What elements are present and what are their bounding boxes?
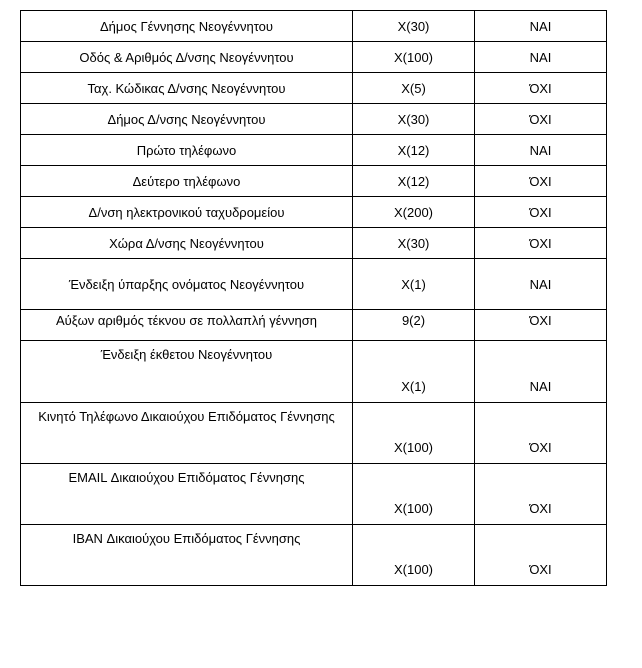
field-required-cell: ΌΧΙ	[475, 166, 607, 197]
table-row	[21, 166, 607, 197]
table-row	[21, 11, 607, 42]
field-type-cell: X(100)	[353, 42, 475, 73]
table-row	[21, 259, 607, 310]
field-name-cell: Δ/νση ηλεκτρονικού ταχυδρομείου	[21, 197, 353, 228]
field-name-cell: Δήμος Δ/νσης Νεογέννητου	[21, 104, 353, 135]
table-row	[21, 104, 607, 135]
field-required-cell: ΌΧΙ	[475, 104, 607, 135]
table-row	[21, 135, 607, 166]
field-spec-table	[20, 10, 607, 586]
field-required-cell: ΌΧΙ	[475, 403, 607, 464]
field-name-cell: Ταχ. Κώδικας Δ/νσης Νεογέννητου	[21, 73, 353, 104]
table-row	[21, 42, 607, 73]
field-required-cell: ΌΧΙ	[475, 525, 607, 586]
field-required-cell: ΝΑΙ	[475, 11, 607, 42]
field-name-cell: Ένδειξη ύπαρξης ονόματος Νεογέννητου	[21, 259, 353, 310]
field-type-cell: X(30)	[353, 11, 475, 42]
field-type-cell: X(30)	[353, 104, 475, 135]
field-type-cell: X(30)	[353, 228, 475, 259]
field-type-cell: X(12)	[353, 166, 475, 197]
field-type-cell: X(100)	[353, 403, 475, 464]
field-type-cell: X(1)	[353, 341, 475, 403]
field-type-cell: X(100)	[353, 525, 475, 586]
field-required-cell: ΝΑΙ	[475, 135, 607, 166]
field-name-cell: Δήμος Γέννησης Νεογέννητου	[21, 11, 353, 42]
field-required-cell: ΌΧΙ	[475, 197, 607, 228]
field-required-cell: ΝΑΙ	[475, 341, 607, 403]
field-name-cell: Κινητό Τηλέφωνο Δικαιούχου Επιδόματος Γέννησης	[21, 403, 353, 464]
field-name-cell: Ένδειξη έκθετου Νεογέννητου	[21, 341, 353, 403]
field-type-cell: X(1)	[353, 259, 475, 310]
table-row	[21, 403, 607, 464]
table-row	[21, 228, 607, 259]
field-name-cell: EMAIL Δικαιούχου Επιδόματος Γέννησης	[21, 464, 353, 525]
table-row	[21, 197, 607, 228]
field-required-cell: ΌΧΙ	[475, 464, 607, 525]
field-required-cell: ΌΧΙ	[475, 310, 607, 341]
field-type-cell: X(5)	[353, 73, 475, 104]
field-type-cell: X(200)	[353, 197, 475, 228]
field-type-cell: X(100)	[353, 464, 475, 525]
field-required-cell: ΌΧΙ	[475, 73, 607, 104]
field-type-cell: X(12)	[353, 135, 475, 166]
field-name-cell: Χώρα Δ/νσης Νεογέννητου	[21, 228, 353, 259]
table-row	[21, 464, 607, 525]
table-row	[21, 341, 607, 403]
field-type-cell: 9(2)	[353, 310, 475, 341]
field-name-cell: IBAN Δικαιούχου Επιδόματος Γέννησης	[21, 525, 353, 586]
field-required-cell: ΌΧΙ	[475, 228, 607, 259]
field-required-cell: ΝΑΙ	[475, 42, 607, 73]
field-name-cell: Αύξων αριθμός τέκνου σε πολλαπλή γέννηση	[21, 310, 353, 341]
field-name-cell: Πρώτο τηλέφωνο	[21, 135, 353, 166]
table-row	[21, 73, 607, 104]
field-required-cell: ΝΑΙ	[475, 259, 607, 310]
table-row	[21, 525, 607, 586]
field-name-cell: Οδός & Αριθμός Δ/νσης Νεογέννητου	[21, 42, 353, 73]
field-name-cell: Δεύτερο τηλέφωνο	[21, 166, 353, 197]
table-row	[21, 310, 607, 341]
